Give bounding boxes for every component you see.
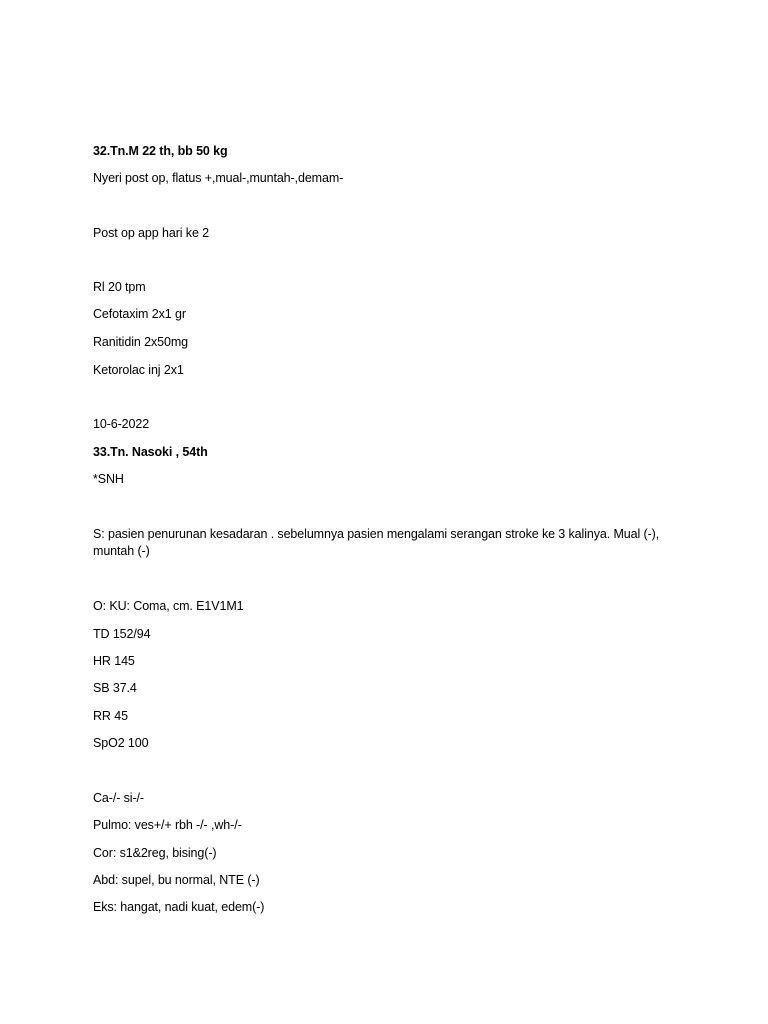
patient-33-diagnosis: *SNH (93, 472, 124, 486)
objective-line-2: TD 152/94 (93, 627, 151, 641)
patient-32-header: 32.Tn.M 22 th, bb 50 kg (93, 144, 228, 158)
subjective-note: S: pasien penurunan kesadaran . sebelumnya pasien mengalami serangan stroke ke 3 kalinya. Mual (-), muntah (-) (93, 527, 660, 558)
exam-line-5: Eks: hangat, nadi kuat, edem(-) (93, 900, 265, 914)
objective-line-6: SpO2 100 (93, 736, 149, 750)
exam-line-4: Abd: supel, bu normal, NTE (-) (93, 873, 260, 887)
therapy-line-2: Cefotaxim 2x1 gr (93, 307, 186, 321)
patient-33-header: 33.Tn. Nasoki , 54th (93, 445, 208, 459)
exam-line-3: Cor: s1&2reg, bising(-) (93, 846, 217, 860)
therapy-line-4: Ketorolac inj 2x1 (93, 363, 184, 377)
exam-line-2: Pulmo: ves+/+ rbh -/- ,wh-/- (93, 818, 242, 832)
patient-32-complaint: Nyeri post op, flatus +,mual-,muntah-,demam- (93, 171, 344, 185)
objective-line-1: O: KU: Coma, cm. E1V1M1 (93, 599, 244, 613)
exam-line-1: Ca-/- si-/- (93, 791, 144, 805)
objective-line-3: HR 145 (93, 654, 135, 668)
objective-line-4: SB 37.4 (93, 681, 137, 695)
therapy-line-1: Rl 20 tpm (93, 280, 146, 294)
objective-line-5: RR 45 (93, 709, 128, 723)
patient-32-diagnosis: Post op app hari ke 2 (93, 226, 210, 240)
entry-date: 10-6-2022 (93, 417, 150, 431)
therapy-line-3: Ranitidin 2x50mg (93, 335, 188, 349)
